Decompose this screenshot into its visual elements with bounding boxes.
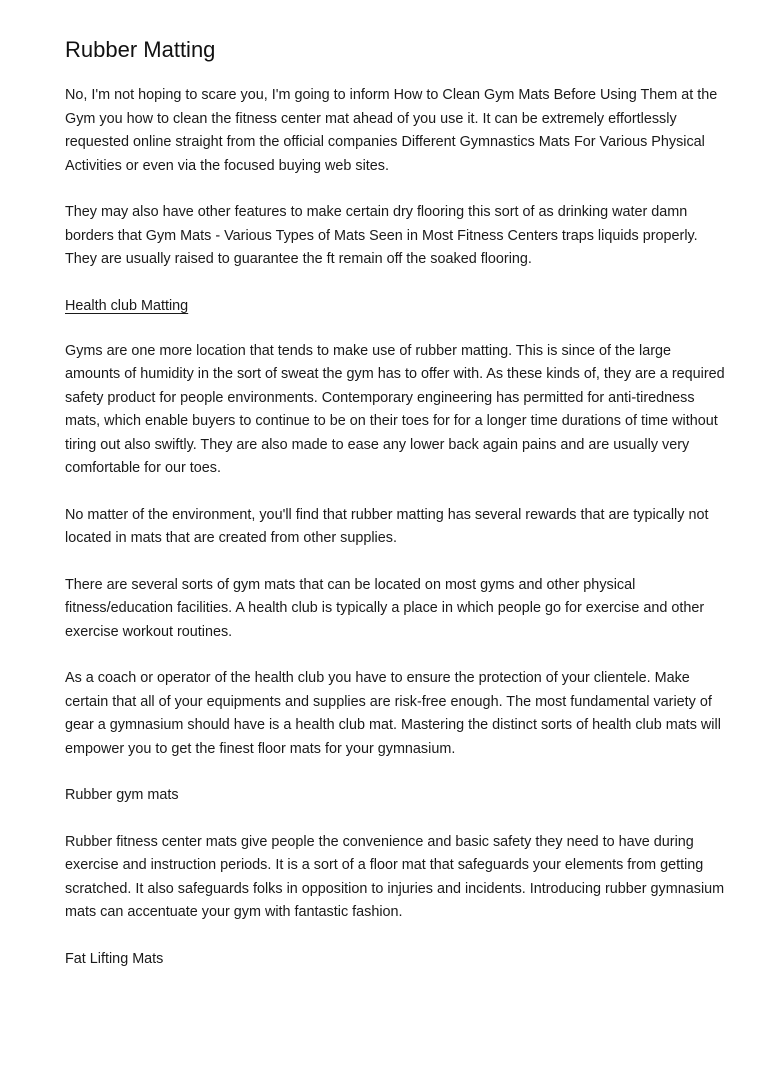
paragraph: There are several sorts of gym mats that can be located on most gyms and other physical fitness/education facilities. A health club is typically a place in which people go for exercise and other exercise workout routines. [65,576,705,640]
subheading-rubber-gym-mats: Rubber gym mats [65,787,179,803]
health-club-matting-link[interactable]: Health club Matting [65,297,189,314]
paragraph: No matter of the environment, you'll find that rubber matting has several rewards that are typically not located in mats that are created from other supplies. [65,506,709,546]
paragraph: As a coach or operator of the health club you have to ensure the protection of your clientele. Make certain that all of your equipments and supplies are risk-free enough. The most fundamental variety of gear a gymnasium should have is a health club mat. Mastering the distinct sorts of health club mats will empower you to get the finest floor mats for your gymnasium. [65,670,721,757]
document-page [65,36,725,994]
paragraph: No, I'm not hoping to scare you, I'm going to inform How to Clean Gym Mats Before Using Them at the Gym you how to clean the fitness center mat ahead of you use it. It can be extremely effortlessly requested online straight from the official companies Different Gymnastics Mats For Various Physical Activities or even via the focused buying web sites. [65,87,718,174]
document-title: Rubber Matting [65,37,216,62]
paragraph: Rubber fitness center mats give people the convenience and basic safety they need to have during exercise and instruction periods. It is a sort of a floor mat that safeguards your elements from getting scratched. It also safeguards folks in opposition to injuries and incidents. Introducing rubber gymnasium mats can accentuate your gym with fantastic fashion. [65,833,725,920]
paragraph: Gyms are one more location that tends to make use of rubber matting. This is since of the large amounts of humidity in the sort of sweat the gym has to offer with. As these kinds of, they are a required safety product for people environments. Contemporary engineering has permitted for anti-tiredness mats, which enable buyers to continue to be on their toes for for a longer time durations of time without tiring out also swiftly. They are also made to ease any lower back again pains and are usually very comfortable for our toes. [65,342,725,476]
subheading-fat-lifting-mats: Fat Lifting Mats [65,950,164,967]
paragraph: They may also have other features to make certain dry flooring this sort of as drinking water damn borders that Gym Mats - Various Types of Mats Seen in Most Fitness Centers traps liquids properly. They are usually raised to guarantee the ft remain off the soaked flooring. [65,204,698,267]
